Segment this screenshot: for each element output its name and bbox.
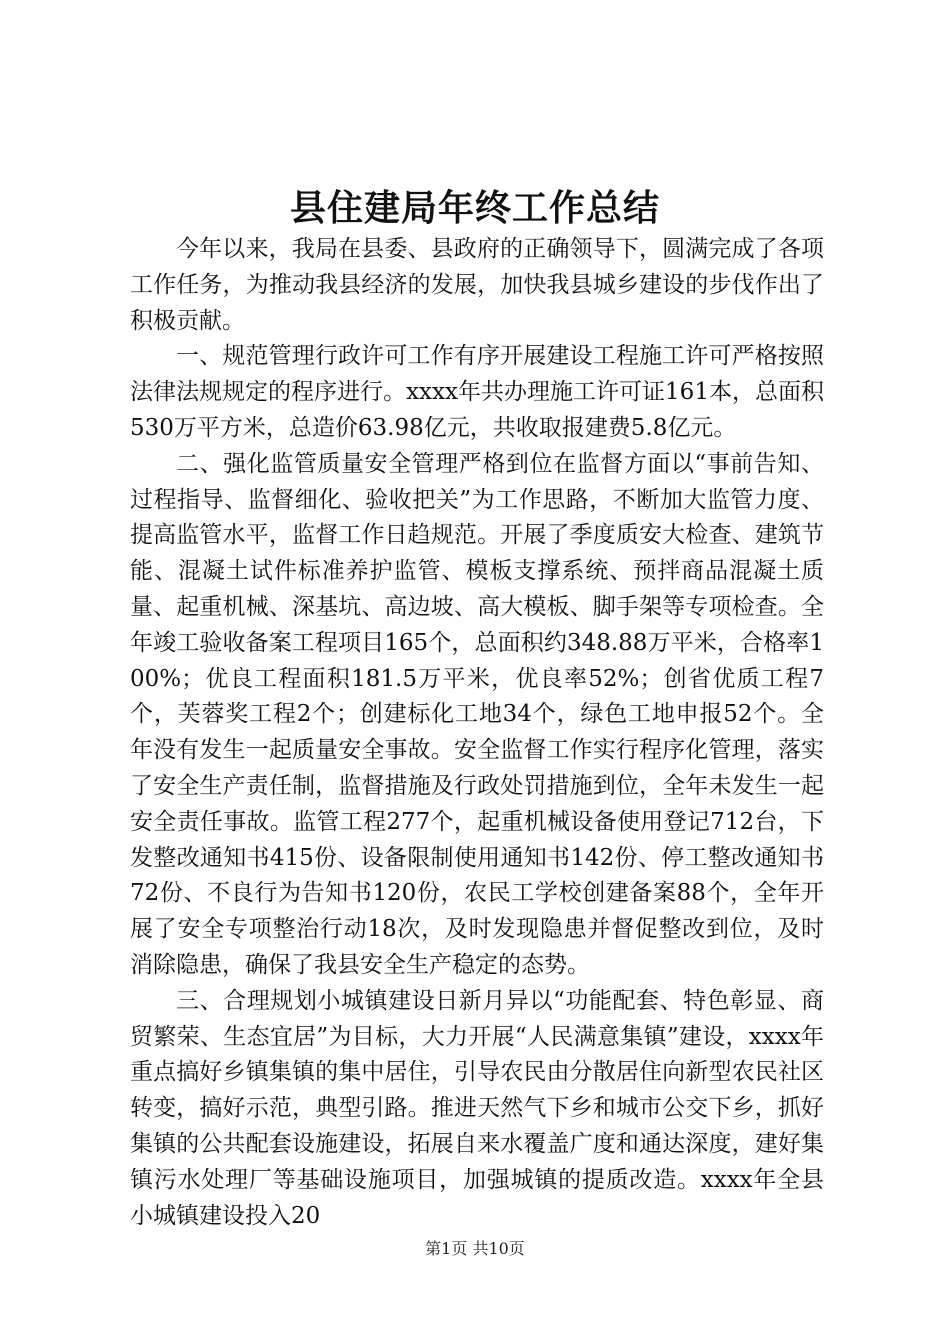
paragraph-intro: 今年以来，我局在县委、县政府的正确领导下，圆满完成了各项工作任务，为推动我县经济的发展，加快我县城乡建设的步伐作出了积极贡献。 [130,236,824,334]
paragraph-section-3: 三、合理规划小城镇建设日新月异以“功能配套、特色彰显、商贸繁荣、生态宜居”为目标，大力开展“人民满意集镇”建设，xxxx年重点搞好乡镇集镇的集中居住，引导农民由分散居住向新型农民社区转变，搞好示范，典型引路。推进天然气下乡和城市公交下乡，抓好集镇的公共配套设施建设，拓展自来水覆盖广度和通达深度，建好集镇污水处理厂等基础设施项目，加强城镇的提质改造。xxxx年全县小城镇建设投入20 [130,987,824,1229]
paragraph-section-1: 一、规范管理行政许可工作有序开展建设工程施工许可严格按照法律法规规定的程序进行。xxxx年共办理施工许可证161本，总面积530万平方米，总造价63.98亿元，共收取报建费5.8亿元。 [130,343,824,441]
document-body [130,232,824,1234]
document-title: 县住建局年终工作总结 [289,187,660,229]
page-footer: 第1页 共10页 [425,1239,525,1258]
paragraph-section-2: 二、强化监管质量安全管理严格到位在监督方面以“事前告知、过程指导、监督细化、验收把关”为工作思路，不断加大监管力度、提高监管水平，监督工作日趋规范。开展了季度质安大检查、建筑节能、混凝土试件标准养护监管、模板支撑系统、预拌商品混凝土质量、起重机械、深基坑、高边坡、高大模板、脚手架等专项检查。全年竣工验收备案工程项目165个，总面积约348.88万平米，合格率100%；优良工程面积181.5万平米，优良率52%；创省优质工程7个，芙蓉奖工程2个；创建标化工地34个，绿色工地申报52个。全年没有发生一起质量安全事故。安全监督工作实行程序化管理，落实了安全生产责任制，监督措施及行政处罚措施到位，全年未发生一起安全责任事故。监管工程277个，起重机械设备使用登记712台，下发整改通知书415份、设备限制使用通知书142份、停工整改通知书72份、不良行为告知书120份，农民工学校创建备案88个，全年开展了安全专项整治行动18次，及时发现隐患并督促整改到位，及时消除隐患，确保了我县安全生产稳定的态势。 [130,450,824,978]
